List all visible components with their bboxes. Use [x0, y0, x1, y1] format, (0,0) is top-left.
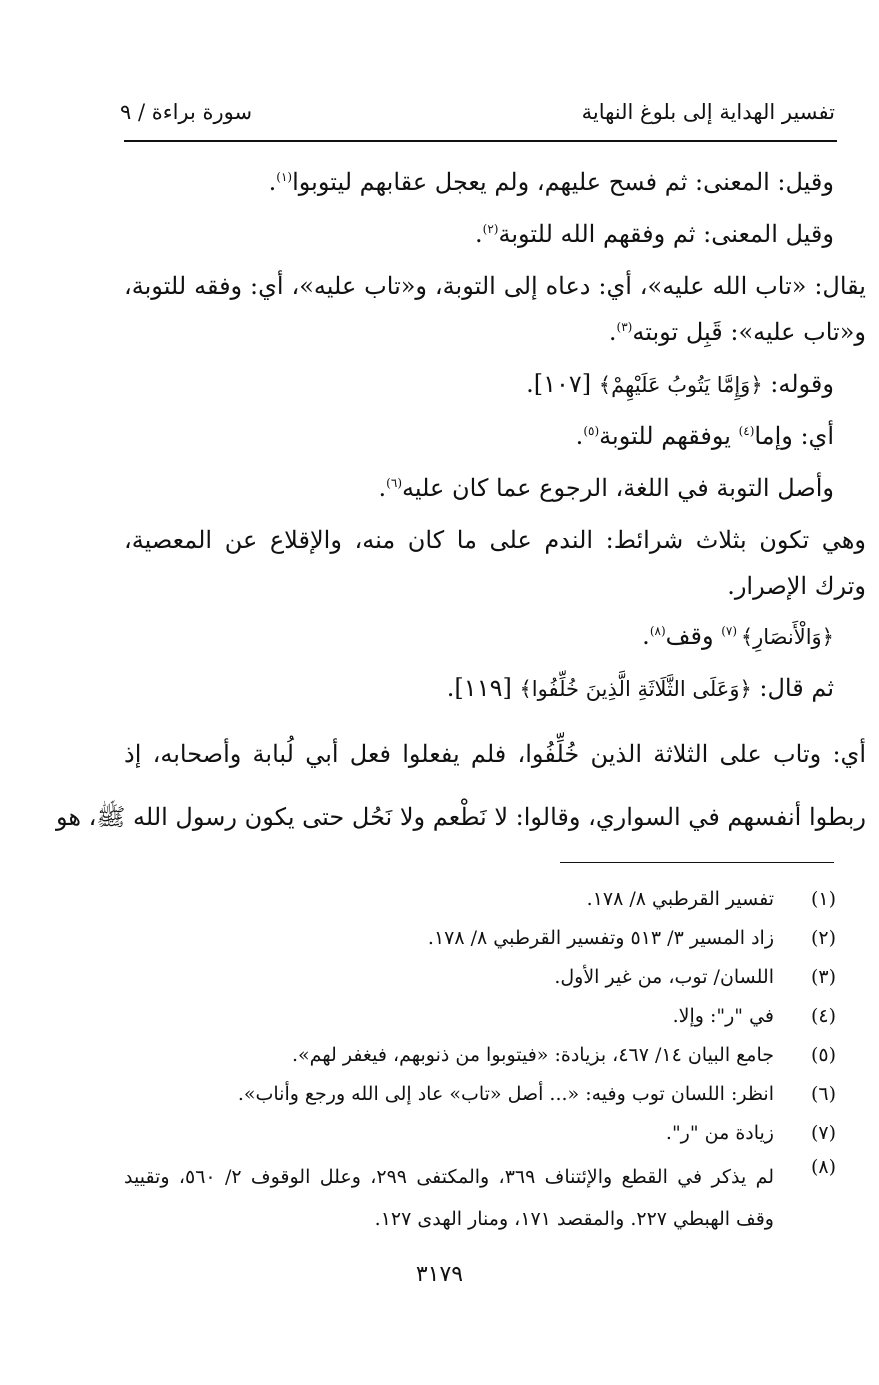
surah-name: سورة براءة / ٩ — [120, 100, 253, 124]
footnote-text: اللسان/ توب، من غير الأول. — [554, 966, 774, 988]
footnote-text: انظر: اللسان توب وفيه: «... أصل «تاب» عاد إلى الله ورجع وأناب». — [237, 1083, 774, 1105]
text-line: وقيل المعنى: ثم وفقهم الله للتوبة$^{(٢)}$. — [475, 220, 834, 248]
footnote-ref: (٤) — [738, 424, 755, 438]
text-line: ﴿وَالْأَنصَارِ﴾ $^{(٧)}$ وقف$^{(٨)}$. — [642, 622, 834, 650]
footnote-ref: (٧) — [721, 624, 741, 638]
footnote-text: لم يذكر في القطع والإئتناف ٣٦٩، والمكتفى ٢٩٩، وعلل الوقوف ٢/ ٥٦٠، وتقييد وقف الهبطي ٢٢٧. والمقصد ١٧١، ومنار الهدى ١٢٧. — [124, 1166, 775, 1230]
text-line: ثم قال: ﴿وَعَلَى الثَّلَاثَةِ الَّذِينَ خُلِّفُوا﴾ [١١٩]. — [446, 674, 834, 702]
quran-verse: ﴿وَعَلَى الثَّلَاثَةِ الَّذِينَ خُلِّفُوا﴾ — [519, 677, 752, 701]
footnote-text: في "ر": وإلا. — [672, 1005, 774, 1027]
footnote-text: زيادة من "ر". — [665, 1122, 774, 1144]
book-title: تفسير الهداية إلى بلوغ النهاية — [581, 100, 835, 124]
text-line: و«تاب عليه»: قَبِل توبته$^{(٣)}$. — [608, 318, 866, 346]
footnote-number: (٦) — [810, 1083, 836, 1105]
page-number: ٣١٧٩ — [415, 1262, 464, 1287]
footnote-number: (٧) — [810, 1122, 836, 1144]
footnote-number: (٢) — [810, 927, 836, 949]
footnote-number: (٨) — [810, 1156, 836, 1178]
quran-verse: ﴿وَإِمَّا يَتُوبُ عَلَيْهِمْ﴾ — [598, 373, 763, 397]
footnote-separator — [560, 862, 834, 863]
text-line: ربطوا أنفسهم في السواري، وقالوا: لا نَطْعم ولا نَحُل حتى يكون رسول الله ﷺ، هو — [55, 803, 866, 831]
text-line: أي: وتاب على الثلاثة الذين خُلِّفُوا، فلم يفعلوا فعل أبي لُبابة وأصحابه، إذ — [124, 740, 866, 768]
footnote-text: جامع البيان ١٤/ ٤٦٧، بزيادة: «فيتوبوا من ذنوبهم، فيغفر لهم». — [291, 1044, 774, 1066]
footnote-number: (٤) — [810, 1005, 836, 1027]
footnote-number: (١) — [810, 888, 836, 910]
quran-verse: ﴿وَالْأَنصَارِ﴾ — [740, 625, 834, 649]
footnote-ref: (٢) — [482, 222, 499, 236]
footnote-number: (٣) — [810, 966, 836, 988]
text-line: وترك الإصرار. — [727, 572, 866, 600]
footnote-ref: (١) — [276, 170, 293, 184]
text-line: وهي تكون بثلاث شرائط: الندم على ما كان منه، والإقلاع عن المعصية، — [124, 526, 867, 554]
text-line: وقيل: المعنى: ثم فسح عليهم، ولم يعجل عقابهم ليتوبوا$^{(١)}$. — [268, 168, 834, 196]
footnote-ref: (٨) — [649, 624, 666, 638]
text-line: وقوله: ﴿وَإِمَّا يَتُوبُ عَلَيْهِمْ﴾ [١٠٧]. — [526, 370, 834, 398]
footnote-text: تفسير القرطبي ٨/ ١٧٨. — [586, 888, 774, 910]
header-rule — [124, 140, 837, 142]
text-line: وأصل التوبة في اللغة، الرجوع عما كان عليه$^{(٦)}$. — [378, 474, 834, 502]
text-line: يقال: «تاب الله عليه»، أي: دعاه إلى التوبة، و«تاب عليه»، أي: وفقه للتوبة، — [124, 272, 866, 300]
page-header — [120, 96, 835, 130]
footnote-ref: (٦) — [386, 476, 402, 490]
footnote-number: (٥) — [810, 1044, 836, 1066]
footnote-text: زاد المسير ٣/ ٥١٣ وتفسير القرطبي ٨/ ١٧٨. — [427, 927, 774, 949]
footnote-ref: (٣) — [616, 320, 633, 334]
footnote-ref: (٥) — [583, 424, 600, 438]
text-line: أي: وإما$^{(٤)}$ يوفقهم للتوبة$^{(٥)}$. — [575, 422, 834, 450]
